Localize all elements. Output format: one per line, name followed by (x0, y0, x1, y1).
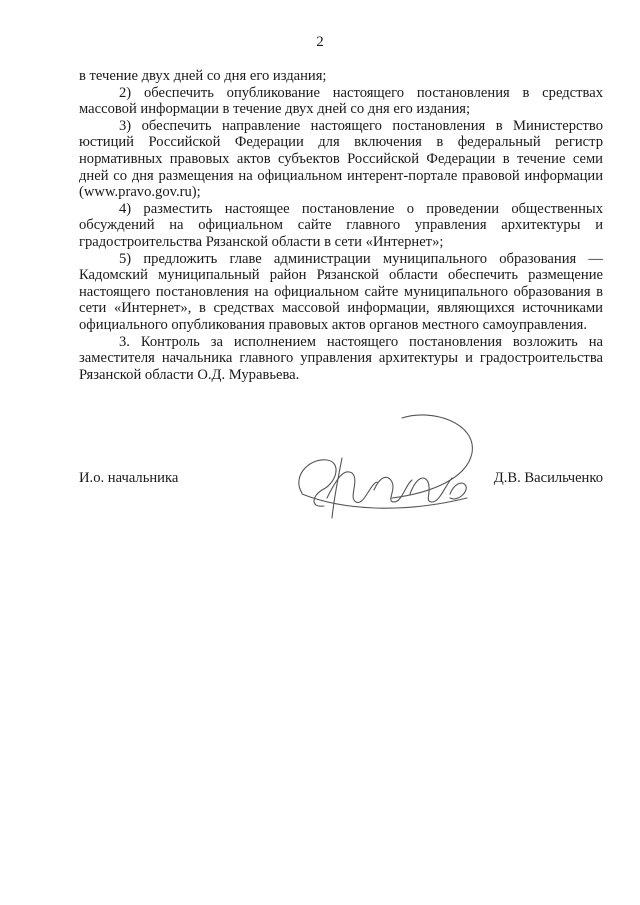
paragraph-continuation: в течение двух дней со дня его издания; (79, 68, 327, 84)
paragraph-item-4: 4) разместить настоящее постановление о проведении общественных обсуждений на официальном сайте главного управления архитектуры и градостроительства Рязанской области в сети «Интернет»; (79, 200, 603, 250)
paragraph-item-2: 2) обеспечить опубликование настоящего постановления в средствах массовой информации в течение двух дней со дня его издания; (79, 84, 603, 118)
document-body (79, 68, 603, 383)
paragraph-item-3: 3) обеспечить направление настоящего постановления в Министерство юстиций Российской Федерации для включения в федеральный регистр нормативных правовых актов субъектов Российской Федерации в течение семи дней со дня размещения на официальном интерент-портале правовой информации (www.pravo.gov.ru); (79, 117, 603, 201)
signatory-name: Д.В. Васильченко (493, 470, 603, 486)
paragraph-control-clause: 3. Контроль за исполнением настоящего постановления возложить на заместителя начальника главного управления архитектуры и градостроительства Рязанской области О.Д. Муравьева. (79, 333, 603, 383)
signatory-title: И.о. начальника (79, 470, 179, 486)
paragraph-item-5: 5) предложить главе администрации муниципального образования — Кадомский муниципальный район Рязанской области обеспечить размещение настоящего постановления на официальном сайте муниципального образования в сети «Интернет», в средствах массовой информации, являющихся источниками официального опубликования правовых актов органов местного самоуправления. (79, 250, 603, 333)
handwritten-signature (282, 398, 482, 538)
page-number: 2 (316, 34, 324, 50)
